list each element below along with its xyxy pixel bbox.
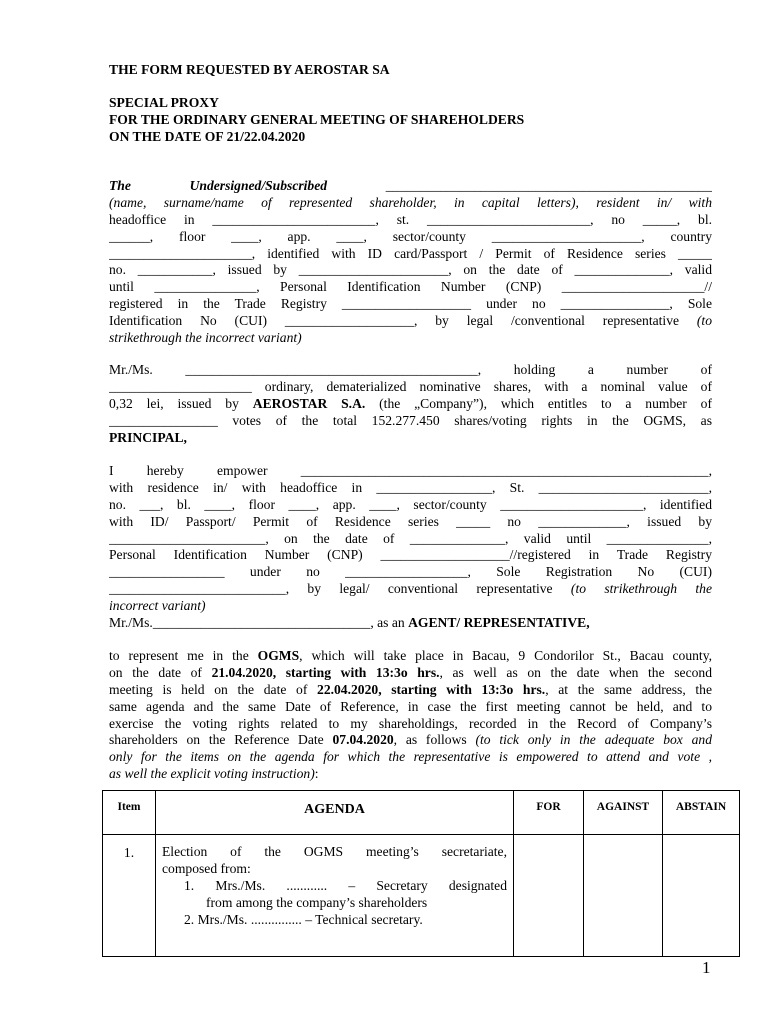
- represent-text: :: [314, 766, 319, 782]
- empower-line[interactable]: I hereby empower ____________________________________________________________,: [109, 463, 712, 478]
- represent-text: , as well as on the date when the second: [439, 664, 712, 680]
- represent-italic: only for the items on the agenda for which the representative is empowered to attend and vote ,: [109, 749, 712, 765]
- vote-for-box[interactable]: [514, 835, 584, 957]
- represent-text: meeting is held on the date of: [109, 681, 318, 697]
- empower-line[interactable]: _________________ under no __________________, Sole Registration No (CUI): [109, 564, 712, 580]
- first-meeting-date: 21.04.2020, starting with 13:3o hrs.: [211, 664, 440, 680]
- agenda-item-text: [156, 835, 514, 957]
- undersigned-line: strikethrough the incorrect variant): [109, 330, 302, 346]
- represent-text: shareholders on the Reference Date: [109, 732, 333, 748]
- undersigned-line[interactable]: no. ___________, issued by ______________________, on the date of ______________, valid: [109, 262, 712, 278]
- meeting-title: FOR THE ORDINARY GENERAL MEETING OF SHAREHOLDERS: [109, 112, 525, 127]
- principal-line[interactable]: ________________ votes of the total 152.277.450 shares/voting rights in the OGMS, as: [109, 412, 712, 428]
- table-row: [103, 835, 740, 957]
- represent-text: on the date of: [109, 664, 212, 680]
- col-header-for: FOR: [514, 791, 584, 835]
- represent-text: , at the same address, the: [545, 681, 712, 697]
- represent-section: [109, 648, 712, 783]
- col-header-agenda: AGENDA: [156, 791, 514, 835]
- agent-name-field[interactable]: Mr./Ms.________________________________, as an: [109, 615, 409, 631]
- principal-label: PRINCIPAL,: [109, 429, 187, 445]
- principal-section: [109, 362, 712, 446]
- principal-line[interactable]: Mr./Ms. ___________________________________________, holding a number of: [109, 362, 712, 377]
- empower-line[interactable]: with residence in/ with headoffice in _________________, St. _________________________,: [109, 479, 712, 495]
- reference-date: 07.04.2020: [332, 732, 394, 748]
- undersigned-line[interactable]: _____________________, identified with ID card/Passport / Permit of Residence series _____: [109, 245, 712, 261]
- undersigned-label: The Undersigned/Subscribed: [109, 178, 328, 193]
- represent-text: to represent me in the: [109, 648, 258, 663]
- agenda-item-line: composed from:: [162, 861, 251, 876]
- proxy-title: SPECIAL PROXY: [109, 95, 219, 110]
- represent-text: same agenda and the same Date of Reference, in case the first meeting cannot be held, and to: [109, 698, 712, 714]
- undersigned-line[interactable]: registered in the Trade Registry ___________________ under no ________________, Sole: [109, 296, 712, 312]
- empower-line[interactable]: __________________________, by legal/ conventional representative: [109, 581, 571, 597]
- company-name: AEROSTAR S.A.: [252, 395, 366, 411]
- agenda-subitem: 2. Mrs./Ms. ............... – Technical secretary.: [184, 912, 423, 927]
- vote-abstain-box[interactable]: [663, 835, 740, 957]
- represent-italic: (to tick only in the adequate box and: [475, 732, 712, 748]
- meeting-date-title: ON THE DATE OF 21/22.04.2020: [109, 129, 306, 144]
- table-header-row: [103, 791, 740, 835]
- empower-line[interactable]: no. ___, bl. ____, floor ____, app. ____, sector/county _____________________, identified: [109, 496, 712, 512]
- represent-text: , which will take place in Bacau, 9 Condorilor St., Bacau county,: [299, 648, 712, 663]
- empower-line: incorrect variant): [109, 598, 206, 614]
- page-number: 1: [702, 958, 711, 977]
- undersigned-name-field[interactable]: ________________________________________________: [327, 178, 712, 193]
- empower-line[interactable]: _______________________, on the date of ______________, valid until _______________,: [109, 530, 712, 546]
- agenda-subitem: 1. Mrs./Ms. ............ – Secretary designated: [184, 878, 507, 893]
- undersigned-line[interactable]: headoffice in ________________________, st. ________________________, no _____, bl.: [109, 211, 712, 227]
- undersigned-line-italic: (to: [696, 313, 712, 329]
- represent-text: , as follows: [393, 732, 476, 748]
- agent-label: AGENT/ REPRESENTATIVE,: [408, 615, 590, 631]
- vote-against-box[interactable]: [584, 835, 663, 957]
- empower-line[interactable]: Personal Identification Number (CNP) ___________________//registered in Trade Registry: [109, 547, 712, 563]
- col-header-against: AGAINST: [584, 791, 663, 835]
- agenda-item-line: Election of the OGMS meeting’s secretariate,: [162, 844, 507, 859]
- empower-line[interactable]: with ID/ Passport/ Permit of Residence series _____ no _____________, issued by: [109, 513, 712, 529]
- agenda-subitem: from among the company’s shareholders: [206, 895, 428, 910]
- agenda-item-number: 1.: [103, 835, 156, 957]
- undersigned-section: [109, 178, 712, 347]
- agenda-table: [102, 790, 740, 957]
- represent-italic: as well the explicit voting instruction): [109, 766, 315, 782]
- undersigned-line[interactable]: ______, floor ____, app. ____, sector/county ______________________, country: [109, 228, 712, 244]
- undersigned-line: (name, surname/name of represented shareholder, in capital letters), resident in/ with: [109, 194, 712, 210]
- form-title: THE FORM REQUESTED BY AEROSTAR SA: [109, 62, 390, 77]
- empower-line-italic: (to strikethrough the: [570, 581, 712, 597]
- principal-line[interactable]: _____________________ ordinary, dematerialized nominative shares, with a nominal value of: [109, 378, 712, 394]
- ogms-label: OGMS: [257, 648, 300, 663]
- col-header-item: Item: [103, 791, 156, 835]
- col-header-abstain: ABSTAIN: [663, 791, 740, 835]
- principal-line: 0,32 lei, issued by: [109, 395, 253, 411]
- principal-line: (the „Company”), which entitles to a number of: [365, 395, 712, 411]
- undersigned-line[interactable]: Identification No (CUI) ___________________, by legal /conventional representative: [109, 313, 697, 329]
- second-meeting-date: 22.04.2020, starting with 13:3o hrs.: [317, 681, 546, 697]
- undersigned-line[interactable]: until _______________, Personal Identification Number (CNP) _____________________//: [109, 279, 712, 295]
- represent-text: exercise the voting rights related to my shareholdings, recorded in the Record of Company’s: [109, 715, 712, 731]
- empower-section: [109, 463, 712, 632]
